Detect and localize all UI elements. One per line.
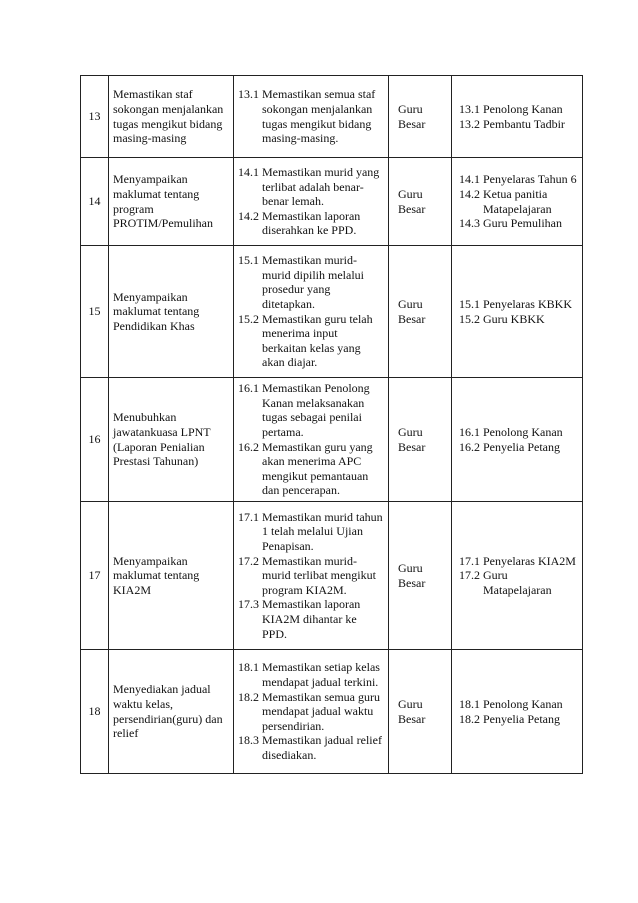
list-item xyxy=(238,733,384,762)
item-text: Memastikan murid-murid dipilih melalui prosedur yang ditetapkan. xyxy=(262,253,364,311)
duty-cell: Menyediakan jadual waktu kelas, persendirian(guru) dan relief xyxy=(109,650,234,774)
list-item xyxy=(238,381,384,439)
item-number: 18.2 xyxy=(238,689,259,704)
list-item xyxy=(238,87,384,145)
item-text: Guru KBKK xyxy=(483,311,545,326)
action-cell xyxy=(234,246,389,378)
row-number: 18 xyxy=(81,650,109,774)
item-list xyxy=(238,165,384,238)
item-text: Memastikan murid-murid terlibat mengikut program KIA2M. xyxy=(262,553,376,597)
list-item xyxy=(238,690,384,734)
list-item xyxy=(238,312,384,370)
item-text: Memastikan semua staf sokongan menjalankan tugas mengikut bidang masing-masing. xyxy=(262,87,376,146)
list-item xyxy=(459,440,578,455)
item-text: Memastikan laporan diserahkan ke PPD. xyxy=(262,208,361,238)
duty-cell: Memastikan staf sokongan menjalankan tugas mengikut bidang masing-masing xyxy=(109,76,234,158)
item-list xyxy=(238,510,384,641)
list-item xyxy=(238,554,384,598)
item-number: 17.2 xyxy=(238,553,259,568)
item-text: Penyelaras Tahun 6 xyxy=(483,172,577,187)
item-number: 17.3 xyxy=(238,597,259,612)
row-number: 14 xyxy=(81,158,109,246)
executor-cell xyxy=(452,158,583,246)
item-number: 18.1 xyxy=(238,660,259,675)
list-item xyxy=(459,554,578,569)
duty-cell: Menubuhkan jawatankuasa LPNT (Laporan Penialian Prestasi Tahunan) xyxy=(109,378,234,502)
list-item xyxy=(238,440,384,498)
item-list xyxy=(459,425,578,454)
item-text: Memastikan murid tahun 1 telah melalui Ujian Penapisan. xyxy=(262,509,383,554)
list-item xyxy=(238,597,384,641)
item-text: Memastikan laporan KIA2M dihantar ke PPD. xyxy=(262,597,361,641)
item-number: 13.1 xyxy=(238,87,259,102)
executor-cell xyxy=(452,650,583,774)
table-row xyxy=(81,650,583,774)
item-text: Memastikan setiap kelas mendapat jadual terkini. xyxy=(262,660,380,690)
list-item xyxy=(459,425,578,440)
action-cell xyxy=(234,76,389,158)
item-number: 17.2 xyxy=(459,568,480,583)
action-cell xyxy=(234,502,389,650)
item-number: 14.2 xyxy=(459,186,480,201)
item-text: Penolong Kanan xyxy=(483,424,563,439)
table-row xyxy=(81,502,583,650)
item-number: 14.1 xyxy=(459,172,480,187)
item-text: Memastikan jadual relief disediakan. xyxy=(262,733,382,762)
item-list xyxy=(238,660,384,762)
item-list xyxy=(459,172,578,230)
item-text: Guru Pemulihan xyxy=(483,216,562,231)
item-text: Penolong Kanan xyxy=(483,101,563,116)
item-number: 18.1 xyxy=(459,696,480,711)
list-item xyxy=(459,697,578,712)
item-list xyxy=(459,102,578,131)
item-number: 15.2 xyxy=(459,311,480,326)
item-text: Guru Matapelajaran xyxy=(483,568,552,597)
row-number: 15 xyxy=(81,246,109,378)
executor-cell xyxy=(452,76,583,158)
duty-cell: Menyampaikan maklumat tentang Pendidikan Khas xyxy=(109,246,234,378)
list-item xyxy=(459,102,578,117)
list-item xyxy=(238,165,384,209)
item-text: Memastikan guru telah menerima input berkaitan kelas yang akan diajar. xyxy=(262,311,373,370)
list-item xyxy=(459,297,578,312)
item-number: 14.1 xyxy=(238,165,259,180)
item-number: 15.2 xyxy=(238,311,259,326)
action-cell xyxy=(234,158,389,246)
row-number: 13 xyxy=(81,76,109,158)
item-text: Penyelia Petang xyxy=(483,439,560,454)
item-list xyxy=(459,297,578,326)
list-item xyxy=(459,312,578,327)
item-list xyxy=(238,253,384,370)
item-number: 17.1 xyxy=(459,553,480,568)
item-text: Penyelaras KBKK xyxy=(483,296,572,311)
duty-table xyxy=(80,75,583,774)
table-row xyxy=(81,378,583,502)
list-item xyxy=(459,187,578,216)
list-item xyxy=(459,568,578,597)
duty-cell: Menyampaikan maklumat tentang KIA2M xyxy=(109,502,234,650)
item-number: 16.2 xyxy=(459,439,480,454)
row-number: 17 xyxy=(81,502,109,650)
duty-cell: Menyampaikan maklumat tentang program PROTIM/Pemulihan xyxy=(109,158,234,246)
item-list xyxy=(238,87,384,145)
item-number: 14.2 xyxy=(238,208,259,223)
table-row xyxy=(81,76,583,158)
list-item xyxy=(459,172,578,187)
item-number: 16.2 xyxy=(238,439,259,454)
list-item xyxy=(238,253,384,311)
list-item xyxy=(459,712,578,727)
executor-cell xyxy=(452,378,583,502)
action-cell xyxy=(234,378,389,502)
row-number: 16 xyxy=(81,378,109,502)
list-item xyxy=(238,510,384,554)
executor-cell xyxy=(452,246,583,378)
table-row xyxy=(81,246,583,378)
item-text: Ketua panitia Matapelajaran xyxy=(483,186,552,216)
item-number: 13.1 xyxy=(459,101,480,116)
item-text: Pembantu Tadbir xyxy=(483,116,565,131)
item-number: 13.2 xyxy=(459,116,480,131)
item-text: Penyelaras KIA2M xyxy=(483,553,576,568)
responsible-cell: Guru Besar xyxy=(389,378,452,502)
item-number: 18.3 xyxy=(238,733,259,748)
item-list xyxy=(459,554,578,598)
item-number: 16.1 xyxy=(459,424,480,439)
list-item xyxy=(459,216,578,231)
item-text: Penolong Kanan xyxy=(483,696,563,711)
duty-table-body xyxy=(81,76,583,774)
responsible-cell: Guru Besar xyxy=(389,502,452,650)
list-item xyxy=(238,660,384,689)
responsible-cell: Guru Besar xyxy=(389,246,452,378)
item-number: 16.1 xyxy=(238,381,259,396)
table-row xyxy=(81,158,583,246)
item-number: 14.3 xyxy=(459,216,480,231)
action-cell xyxy=(234,650,389,774)
item-text: Memastikan murid yang terlibat adalah benar-benar lemah. xyxy=(262,165,380,209)
item-text: Penyelia Petang xyxy=(483,711,560,726)
item-number: 17.1 xyxy=(238,509,259,524)
item-list xyxy=(459,697,578,726)
responsible-cell: Guru Besar xyxy=(389,158,452,246)
item-list xyxy=(238,381,384,498)
executor-cell xyxy=(452,502,583,650)
item-number: 15.1 xyxy=(459,296,480,311)
item-number: 18.2 xyxy=(459,711,480,726)
item-text: Memastikan semua guru mendapat jadual waktu persendirian. xyxy=(262,689,380,733)
item-text: Memastikan Penolong Kanan melaksanakan tugas sebagai penilai pertama. xyxy=(262,381,370,439)
list-item xyxy=(459,117,578,132)
item-text: Memastikan guru yang akan menerima APC mengikut pemantauan dan pencerapan. xyxy=(262,439,373,498)
responsible-cell: Guru Besar xyxy=(389,650,452,774)
responsible-cell: Guru Besar xyxy=(389,76,452,158)
item-number: 15.1 xyxy=(238,253,259,268)
list-item xyxy=(238,209,384,238)
